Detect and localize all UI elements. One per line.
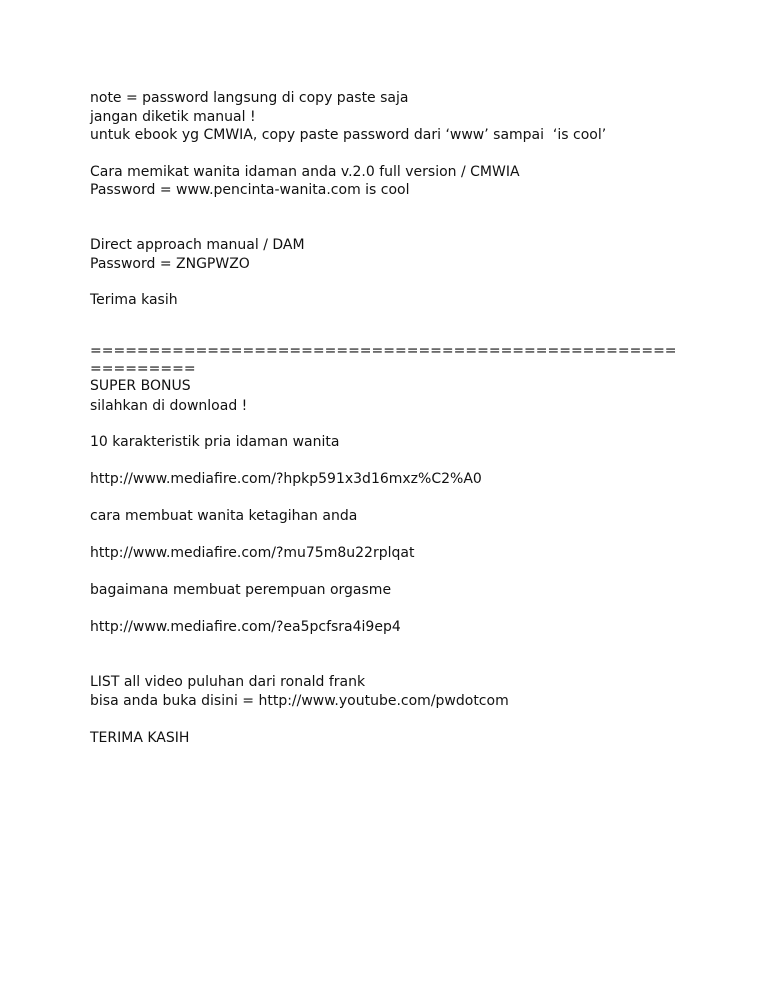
bonus-3-link[interactable]: http://www.mediafire.com/?ea5pcfsra4i9ep4 (90, 619, 401, 635)
bonus-title: SUPER BONUS (90, 378, 191, 394)
cmwia-title: Cara memikat wanita idaman anda v.2.0 full version / CMWIA (90, 164, 520, 180)
cmwia-instruction-line: untuk ebook yg CMWIA, copy paste password dari ‘www’ sampai ‘is cool’ (90, 127, 607, 143)
bonus-3-title: bagaimana membuat perempuan orgasme (90, 582, 392, 598)
bonus-2-title: cara membuat wanita ketagihan anda (90, 508, 358, 524)
video-list-line: LIST all video puluhan dari ronald frank (90, 674, 366, 690)
bonus-1-title: 10 karakteristik pria idaman wanita (90, 434, 340, 450)
bonus-1-link[interactable]: http://www.mediafire.com/?hpkp591x3d16mxz%C2%A0 (90, 471, 482, 487)
dam-password: Password = ZNGPWZO (90, 256, 250, 272)
closing-line: TERIMA KASIH (90, 730, 190, 746)
manual-warning-line: jangan diketik manual ! (90, 109, 256, 125)
cmwia-password: Password = www.pencinta-wanita.com is cool (90, 182, 410, 198)
dam-title: Direct approach manual / DAM (90, 237, 305, 253)
separator-line: ================================================== (90, 343, 677, 359)
note-line: note = password langsung di copy paste saja (90, 90, 409, 106)
separator-line-continuation: ========= (90, 361, 196, 377)
video-link-line[interactable]: bisa anda buka disini = http://www.youtube.com/pwdotcom (90, 693, 509, 709)
bonus-subtitle: silahkan di download ! (90, 398, 248, 414)
thanks-line: Terima kasih (90, 292, 178, 308)
bonus-2-link[interactable]: http://www.mediafire.com/?mu75m8u22rplqat (90, 545, 415, 561)
